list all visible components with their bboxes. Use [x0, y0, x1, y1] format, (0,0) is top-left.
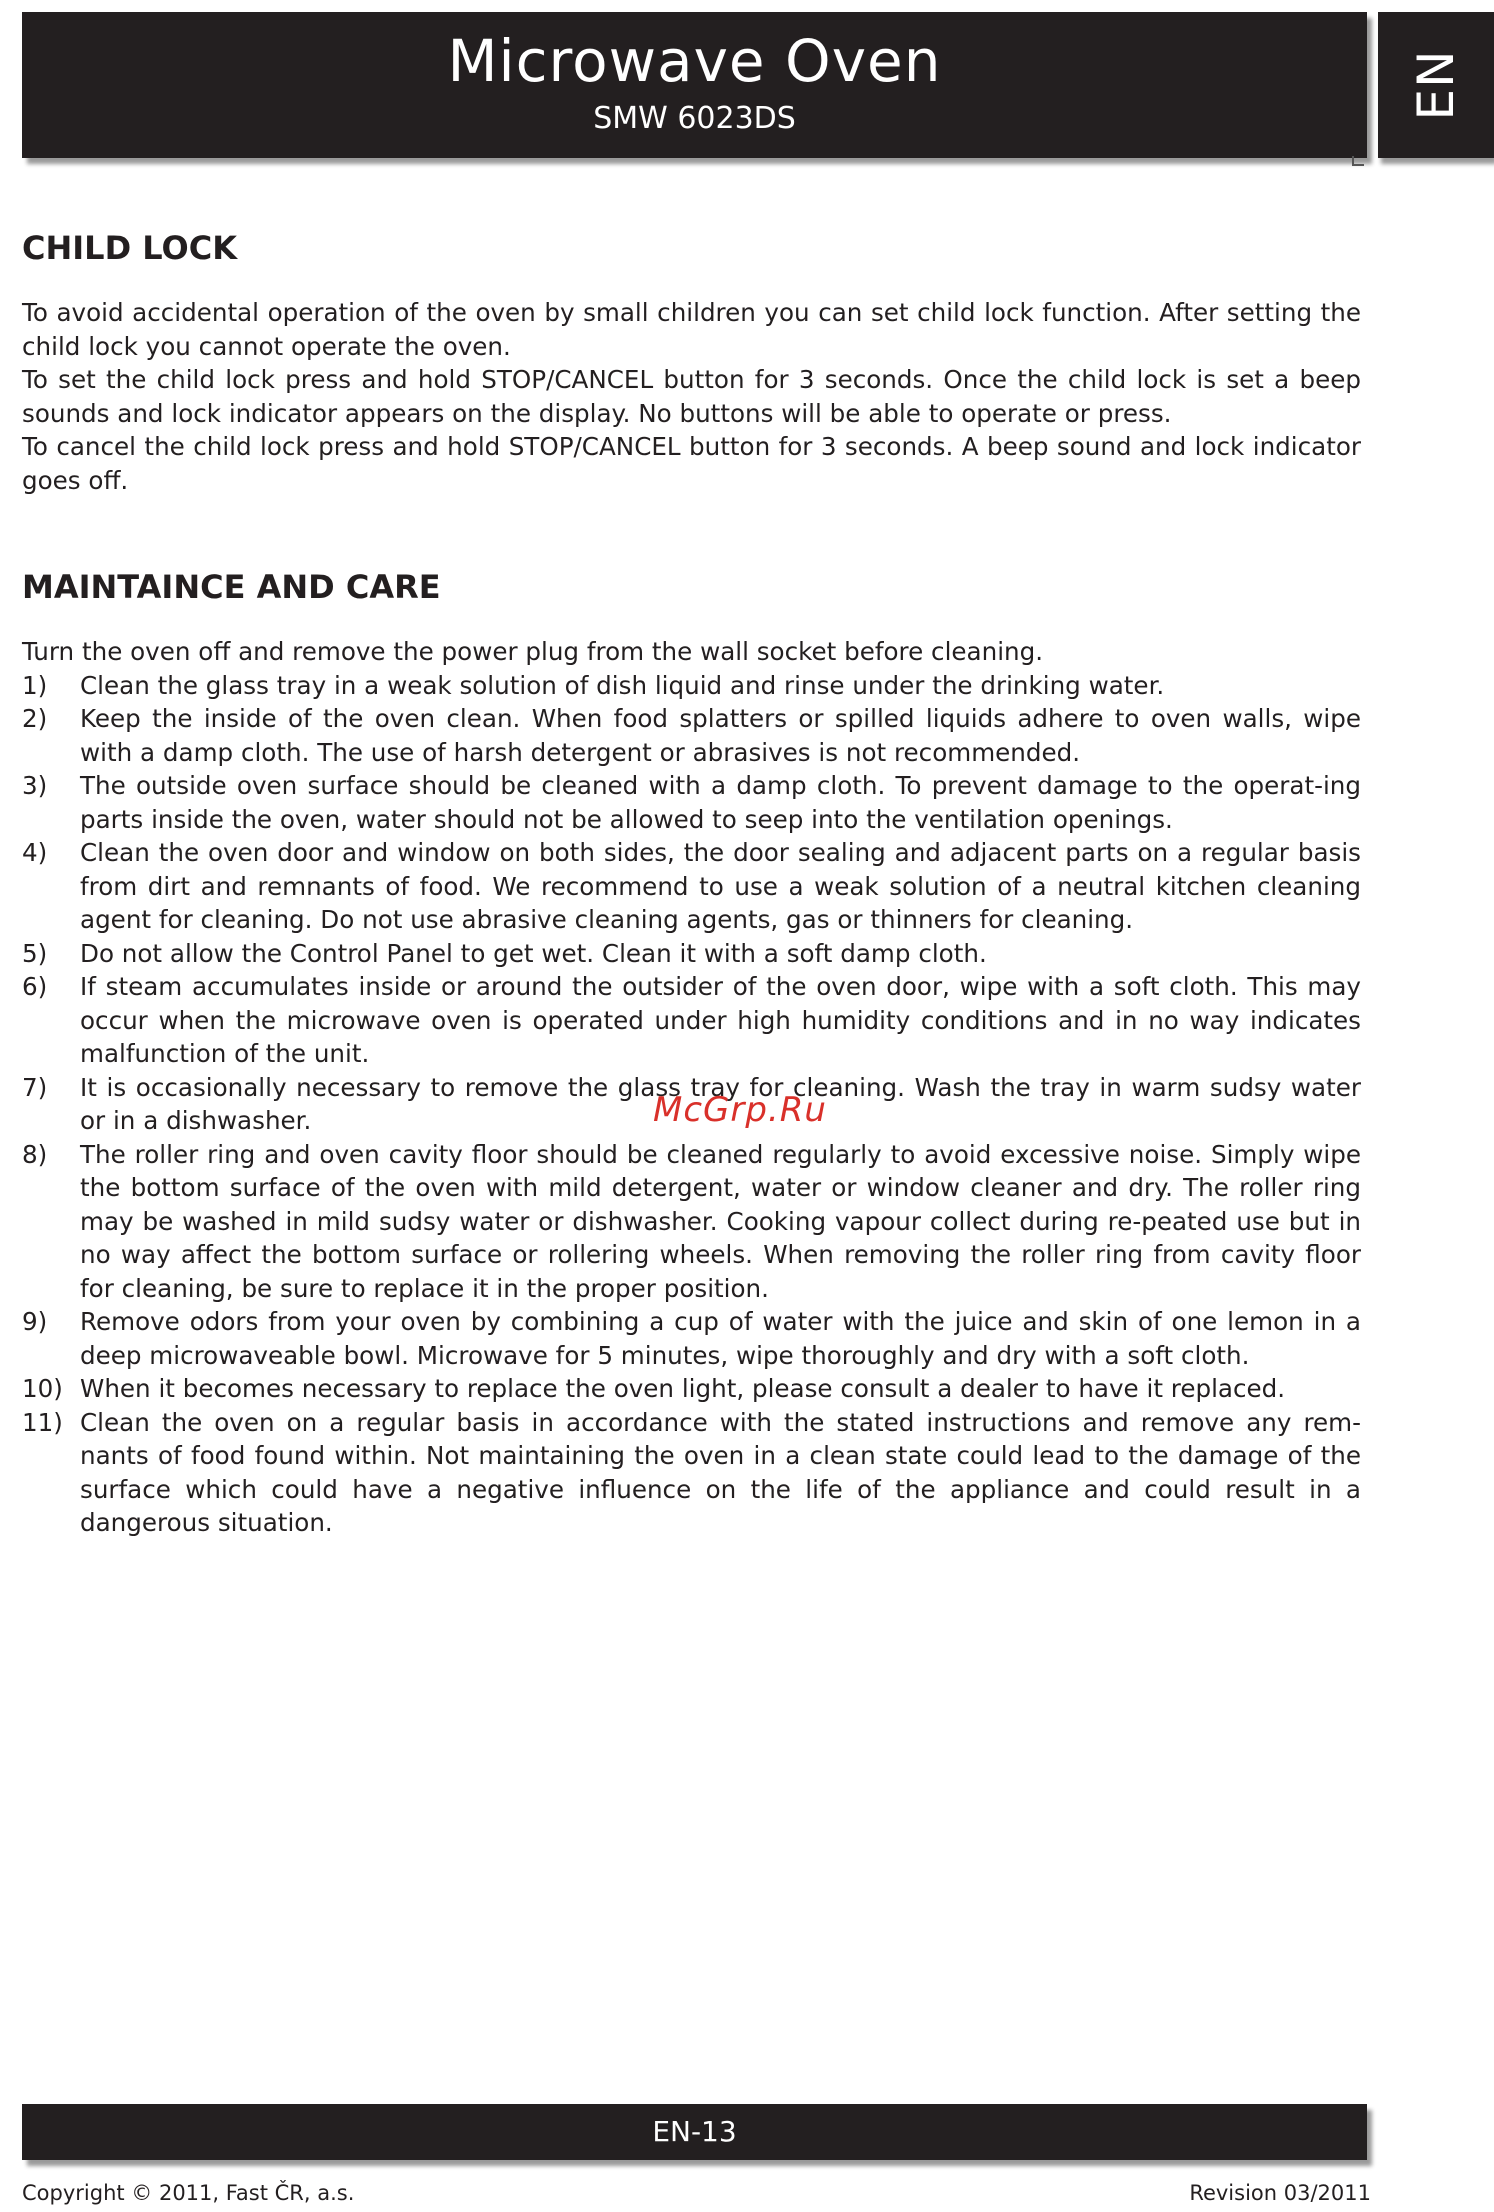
list-item [22, 1406, 1361, 1540]
watermark: McGrp.Ru [653, 1090, 827, 1130]
list-item-number: 7) [22, 1072, 48, 1102]
list-item-number: 1) [22, 670, 48, 700]
list-item [22, 1372, 1361, 1406]
child-lock-paragraph: To set the child lock press and hold STOP/CANCEL button for 3 seconds. Once the child lock is set a beep sounds and lock indicator appears on the display. No buttons will be able to operate or press. [22, 365, 1361, 428]
model-number: SMW 6023DS [593, 101, 796, 136]
list-item [22, 970, 1361, 1071]
document-title: Microwave Oven [447, 27, 942, 95]
list-item-text: Clean the oven on a regular basis in accordance with the stated instructions and remove any rem-nants of food found within. Not maintaining the oven in a clean state could lead to the damage of the surface which could have a negative influence on the life of the appliance and could result in a dangerous situation. [80, 1407, 1361, 1537]
list-item-text: Keep the inside of the oven clean. When food splatters or spilled liquids adhere to oven walls, wipe with a damp cloth. The use of harsh detergent or abrasives is not recommended. [80, 704, 1361, 767]
list-item-number: 5) [22, 938, 48, 968]
language-tab [1378, 12, 1494, 158]
list-item-text: If steam accumulates inside or around the outsider of the oven door, wipe with a soft cloth. This may occur when the microwave oven is operated under high humidity conditions and in no way indicates malfunction of the unit. [80, 972, 1361, 1068]
list-item [22, 669, 1361, 703]
list-item-number: 10) [22, 1374, 63, 1403]
maintenance-heading: MAINTAINCE AND CARE [22, 568, 441, 606]
list-item-text: Remove odors from your oven by combining a cup of water with the juice and skin of one lemon in a deep microwaveable bowl. Microwave for 5 minutes, wipe thoroughly and dry with a soft cloth. [80, 1307, 1361, 1370]
list-item [22, 1138, 1361, 1306]
list-item-text: The roller ring and oven cavity floor should be cleaned regularly to avoid excessive noise. Simply wipe the bottom surface of the oven with mild detergent, water or window cleaner and dry. The roller ring may be washed in mild sudsy water or dishwasher. Cooking vapour collect during re-peated use but in no way affect the bottom surface or rollering wheels. When removing the roller ring from cavity floor for cleaning, be sure to replace it in the proper position. [80, 1139, 1361, 1303]
list-item-text: Clean the glass tray in a weak solution of dish liquid and rinse under the drinking water. [80, 670, 1165, 700]
language-label: EN [1407, 49, 1465, 121]
child-lock-heading: CHILD LOCK [22, 229, 237, 267]
list-item-text: When it becomes necessary to replace the oven light, please consult a dealer to have it replaced. [80, 1374, 1286, 1403]
list-item [22, 937, 1361, 971]
page-number: EN-13 [652, 2115, 737, 2148]
list-item [22, 702, 1361, 769]
list-item-number: 11) [22, 1407, 63, 1437]
list-item-text: Do not allow the Control Panel to get wet. Clean it with a soft damp cloth. [80, 938, 987, 968]
list-item-number: 6) [22, 972, 48, 1001]
revision-text: Revision 03/2011 [1189, 2181, 1371, 2205]
child-lock-paragraph: To avoid accidental operation of the oven by small children you can set child lock function. After setting the child lock you cannot operate the oven. [22, 298, 1361, 361]
list-item [22, 1305, 1361, 1372]
list-item-number: 9) [22, 1307, 48, 1336]
list-item-text: It is occasionally necessary to remove the glass tray for cleaning. Wash the tray in warm sudsy water or in a dishwasher. [80, 1072, 1361, 1135]
child-lock-paragraph: To cancel the child lock press and hold STOP/CANCEL button for 3 seconds. A beep sound and lock indicator goes off. [22, 432, 1361, 495]
list-item-number: 4) [22, 838, 48, 867]
list-item [22, 836, 1361, 937]
list-item-number: 8) [22, 1139, 48, 1169]
copyright-text: Copyright © 2011, Fast ČR, a.s. [22, 2181, 355, 2205]
list-item-number: 2) [22, 704, 48, 733]
list-item-text: Clean the oven door and window on both sides, the door sealing and adjacent parts on a regular basis from dirt and remnants of food. We recommend to use a weak solution of a neutral kitchen cleaning agent for cleaning. Do not use abrasive cleaning agents, gas or thinners for cleaning. [80, 838, 1361, 934]
header-bar [22, 12, 1367, 158]
list-item-text: The outside oven surface should be cleaned with a damp cloth. To prevent damage to the operat-ing parts inside the oven, water should not be allowed to seep into the ventilation openings. [80, 771, 1361, 834]
footer-bar [22, 2104, 1367, 2160]
maintenance-intro: Turn the oven off and remove the power plug from the wall socket before cleaning. [22, 637, 1044, 666]
page-content [22, 228, 1361, 1540]
list-item-number: 3) [22, 771, 48, 800]
crop-mark [1352, 156, 1364, 166]
list-item [22, 769, 1361, 836]
